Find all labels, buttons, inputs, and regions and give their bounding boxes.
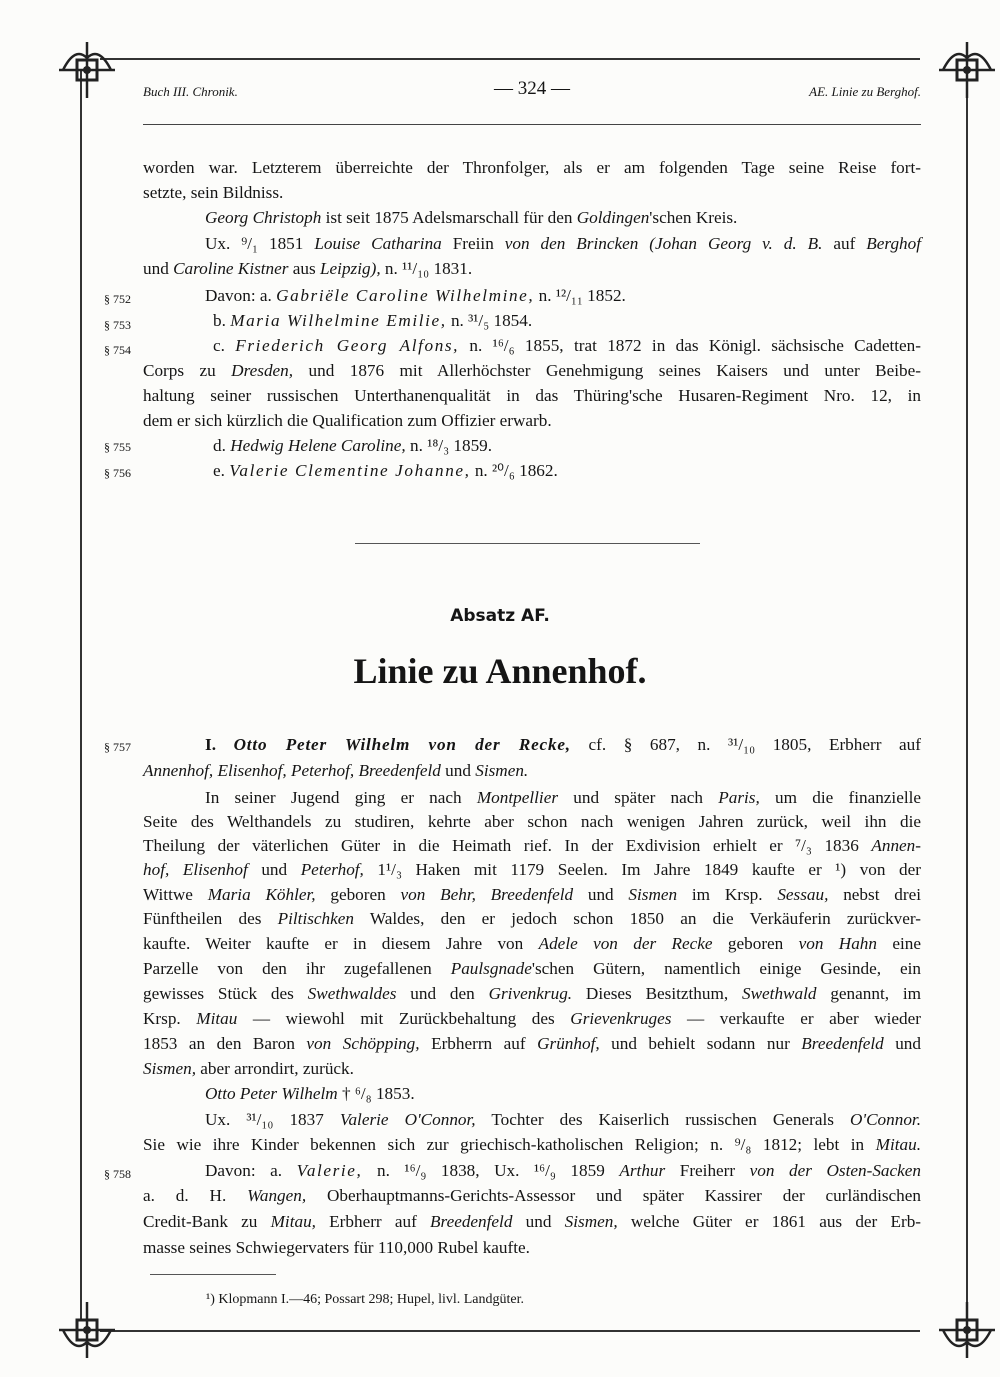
text-line: dem er sich kürzlich die Qualification zum Offizier erwarb. bbox=[143, 411, 552, 430]
corner-ornament-icon bbox=[55, 38, 119, 102]
corner-ornament-icon bbox=[55, 1298, 119, 1362]
text-line: und Caroline Kistner aus Leipzig), n. ¹¹/₁₀ 1831. bbox=[143, 259, 473, 278]
section-title: Linie zu Annenhof. bbox=[353, 651, 647, 691]
text-line: Otto Peter Wilhelm † ⁶/₈ 1853. bbox=[205, 1084, 415, 1103]
text-line: Georg Christoph ist seit 1875 Adelsmarschall für den Goldingen'schen Kreis. bbox=[205, 208, 738, 227]
section-marker: § 757 bbox=[104, 740, 131, 754]
running-header bbox=[143, 78, 921, 108]
section-marker: § 753 bbox=[104, 318, 131, 332]
absatz-heading: Absatz AF. bbox=[450, 606, 550, 626]
text-line: In seiner Jugend ging er nach Montpellier und später nach Paris, um die finanzielle bbox=[205, 788, 922, 807]
text-line: Credit-Bank zu Mitau, Erbherr auf Breedenfeld und Sismen, welche Güter er 1861 aus der Erb- bbox=[143, 1212, 922, 1231]
section-marker: § 756 bbox=[104, 466, 131, 480]
child-entry: Davon: a. Valerie, n. ¹⁶/₉ 1838, Ux. ¹⁶/₉ 1859 Arthur Freiherr von der Osten-Sacken bbox=[205, 1161, 921, 1180]
header-right: AE. Linie zu Berghof. bbox=[809, 84, 921, 99]
text-line: setzte, sein Bildniss. bbox=[143, 183, 284, 202]
text-line: Krsp. Mitau — wiewohl mit Zurückbehaltung des Grievenkruges — verkaufte er aber wieder bbox=[143, 1009, 921, 1028]
header-rule bbox=[143, 124, 921, 125]
text-line: Ux. ³¹/₁₀ 1837 Valerie O'Connor, Tochter des Kaiserlich russischen Generals O'Connor. bbox=[205, 1110, 921, 1129]
text-line: Ux. ⁹/₁ 1851 Louise Catharina Freiin von den Brincken (Johan Georg v. d. B. auf Berghof bbox=[205, 234, 922, 253]
text-line: Fünftheilen des Piltischken Waldes, den er jedoch schon 1850 an die Verkäuferin zurückver- bbox=[143, 909, 922, 928]
text-line: hof, Elisenhof und Peterhof, 1¹/₃ Haken mit 1179 Seelen. Im Jahre 1849 kaufte er ¹) von der bbox=[143, 860, 922, 879]
text-line: worden war. Letzterem überreichte der Thronfolger, als er am folgenden Tage seine Reise fort- bbox=[143, 158, 921, 177]
text-line: Corps zu Dresden, und 1876 mit Allerhöchster Genehmigung seines Kaisers und unter Beibe- bbox=[143, 361, 921, 380]
text-line: haltung seiner russischen Unterthanenqualität in das Thüring'sche Husaren-Regiment Nro. 12, in bbox=[143, 386, 921, 405]
section-marker: § 754 bbox=[104, 343, 131, 357]
child-entry: e. Valerie Clementine Johanne, n. ²⁰/₆ 1862. bbox=[213, 461, 558, 480]
text-line: a. d. H. Wangen, Oberhauptmanns-Gerichts-Assessor und später Kassirer der curländischen bbox=[143, 1186, 921, 1205]
section-separator bbox=[355, 543, 700, 544]
text-line: gewisses Stück des Swethwaldes und den Grivenkrug. Dieses Besitzthum, Swethwald genannt, im bbox=[143, 984, 921, 1003]
child-entry: d. Hedwig Helene Caroline, n. ¹⁸/₃ 1859. bbox=[213, 436, 493, 455]
text-line: Sie wie ihre Kinder bekennen sich zur griechisch-katholischen Religion; n. ⁹/₈ 1812; lebt in Mitau. bbox=[143, 1135, 921, 1154]
text-line: Seite des Welthandels zu studiren, kehrte aber schon nach wenigen Jahren zurück, weil ihn die bbox=[143, 812, 921, 831]
child-entry: c. Friederich Georg Alfons, n. ¹⁶/₆ 1855, trat 1872 in das Königl. sächsische Cadetten- bbox=[213, 336, 921, 355]
header-left: Buch III. Chronik. bbox=[143, 84, 238, 99]
text-line: Sismen, aber arrondirt, zurück. bbox=[143, 1059, 354, 1078]
text-line: 1853 an den Baron von Schöpping, Erbherrn auf Grünhof, und behielt sodann nur Breedenfeld und bbox=[143, 1034, 921, 1053]
section-marker: § 752 bbox=[104, 292, 131, 306]
corner-ornament-icon bbox=[935, 1298, 999, 1362]
text-line: Theilung der väterlichen Güter in die Heimath rief. In der Exdivision erhielt er ⁷/₃ 1836 Annen- bbox=[143, 836, 921, 855]
text-line: kaufte. Weiter kaufte er in diesem Jahre von Adele von der Recke geboren von Hahn eine bbox=[143, 934, 921, 953]
section-marker: § 755 bbox=[104, 440, 131, 454]
text-line: I. Otto Peter Wilhelm von der Recke, cf. § 687, n. ³¹/₁₀ 1805, Erbherr auf bbox=[205, 735, 921, 754]
footnote-rule bbox=[150, 1274, 276, 1275]
corner-ornament-icon bbox=[935, 38, 999, 102]
child-entry: Davon: a. Gabriële Caroline Wilhelmine, n. ¹²/₁₁ 1852. bbox=[205, 286, 626, 305]
page-number: — 324 — bbox=[494, 78, 570, 99]
text-line: masse seines Schwiegervaters für 110,000 Rubel kaufte. bbox=[143, 1238, 530, 1257]
child-entry: b. Maria Wilhelmine Emilie, n. ³¹/₅ 1854. bbox=[213, 311, 533, 330]
text-line: Wittwe Maria Köhler, geboren von Behr, Breedenfeld und Sismen im Krsp. Sessau, nebst drei bbox=[143, 885, 921, 904]
footnote: ¹) Klopmann I.—46; Possart 298; Hupel, livl. Landgüter. bbox=[206, 1292, 524, 1307]
text-line: Annenhof, Elisenhof, Peterhof, Breedenfeld und Sismen. bbox=[143, 761, 529, 780]
text-line: Parzelle von den ihr zugefallenen Paulsgnade'schen Gütern, namentlich einige Gesinde, ein bbox=[143, 959, 921, 978]
section-marker: § 758 bbox=[104, 1167, 131, 1181]
